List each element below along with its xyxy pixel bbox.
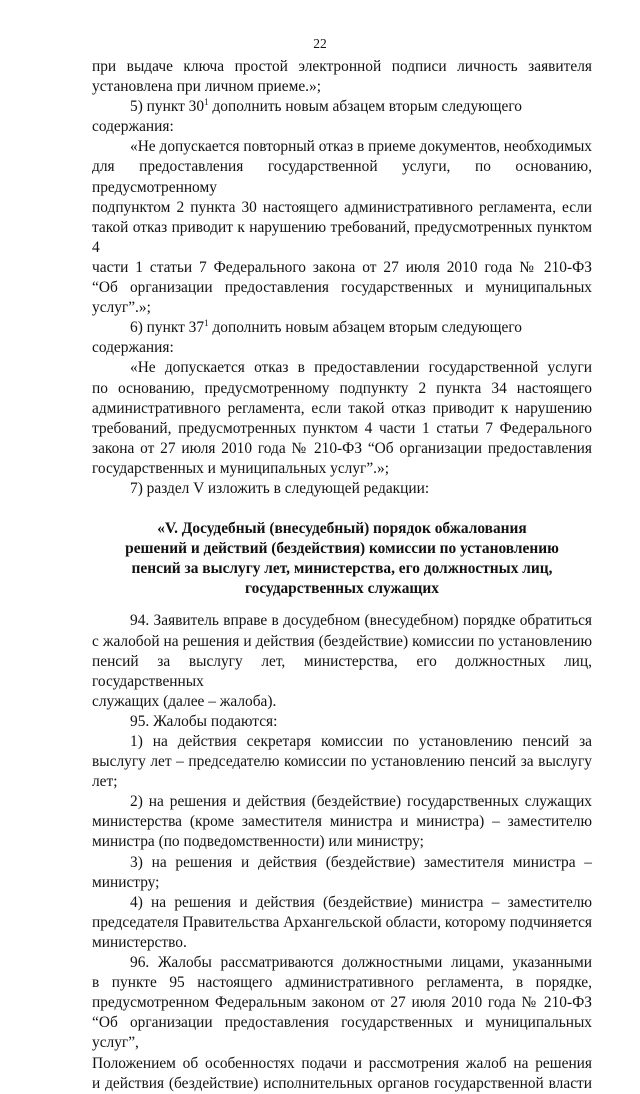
- section-heading: «V. Досудебный (внесудебный) порядок обжалования решений и действий (бездействия) комиссии по установлению пенсий за выслугу лет, министерства, его должностных лиц, государственных служащих: [125, 520, 559, 598]
- page-number: 22: [313, 36, 327, 51]
- paragraph-item-7: 7) раздел V изложить в следующей редакции:: [130, 479, 430, 497]
- paragraph-95-item-4: 4) на решения и действия (бездействие) министра – заместителю председателя Правительства Архангельской области, которому подчиняется министерство.: [92, 893, 592, 951]
- paragraph-95: 95. Жалобы подаются:: [130, 712, 278, 730]
- paragraph-95-item-1: 1) на действия секретаря комиссии по установлению пенсий за выслугу лет – председателю комиссии по установлению пенсий за выслугу лет;: [92, 733, 592, 791]
- document-body: [92, 57, 592, 1094]
- paragraph-item-6: 6) пункт $37^1$ дополнить новым абзацем вторым следующего содержания:: [92, 318, 522, 357]
- paragraph-94: 94. Заявитель вправе в досудебном (внесудебном) порядке обратиться с жалобой на решения и действия (бездействие) комиссии по установлению пенсий за выслугу лет, министерства, его должностных лиц, государственных служащих (далее – жалоба).: [92, 612, 592, 710]
- paragraph-96: 96. Жалобы рассматриваются должностными лицами, указанными в пункте 95 настоящего административного регламента, в порядке, предусмотренном Федеральным законом от 27 июля 2010 года № 210-ФЗ “Об организации предоставления государственных и муниципальных услуг”, Положением об особенностях подачи и рассмотрения жалоб на решения и действия (бездействие) исполнительных органов государственной власти: [92, 954, 592, 1092]
- paragraph-continuation: при выдаче ключа простой электронной подписи личность заявителя установлена при личном приеме.»;: [92, 58, 592, 96]
- paragraph-95-item-3: 3) на решения и действия (бездействие) заместителя министра – министру;: [92, 853, 592, 891]
- paragraph-95-item-2: 2) на решения и действия (бездействие) государственных служащих министерства (кроме заместителя министра и министра) – заместителю министра (по подведомственности) или министру;: [92, 793, 592, 851]
- paragraph-item-5: 5) пункт $30^1$ дополнить новым абзацем вторым следующего содержания:: [92, 97, 522, 136]
- paragraph-quote-2: «Не допускается отказ в предоставлении государственной услуги по основанию, предусмотренному подпункту 2 пункта 34 настоящего административного регламента, если такой отказ приводит к нарушению требований, предусмотренных пунктом 4 части 1 статьи 7 Федерального закона от 27 июля 2010 года № 210-ФЗ “Об организации предоставления государственных и муниципальных услуг”.»;: [92, 359, 592, 477]
- paragraph-quote-1: «Не допускается повторный отказ в приеме документов, необходимых для предоставления государственной услуги, по основанию, предусмотренному подпунктом 2 пункта 30 настоящего административного регламента, если такой отказ приводит к нарушению требований, предусмотренных пунктом 4 части 1 статьи 7 Федерального закона от 27 июля 2010 года № 210-ФЗ “Об организации предоставления государственных и муниципальных услуг”.»;: [92, 138, 592, 317]
